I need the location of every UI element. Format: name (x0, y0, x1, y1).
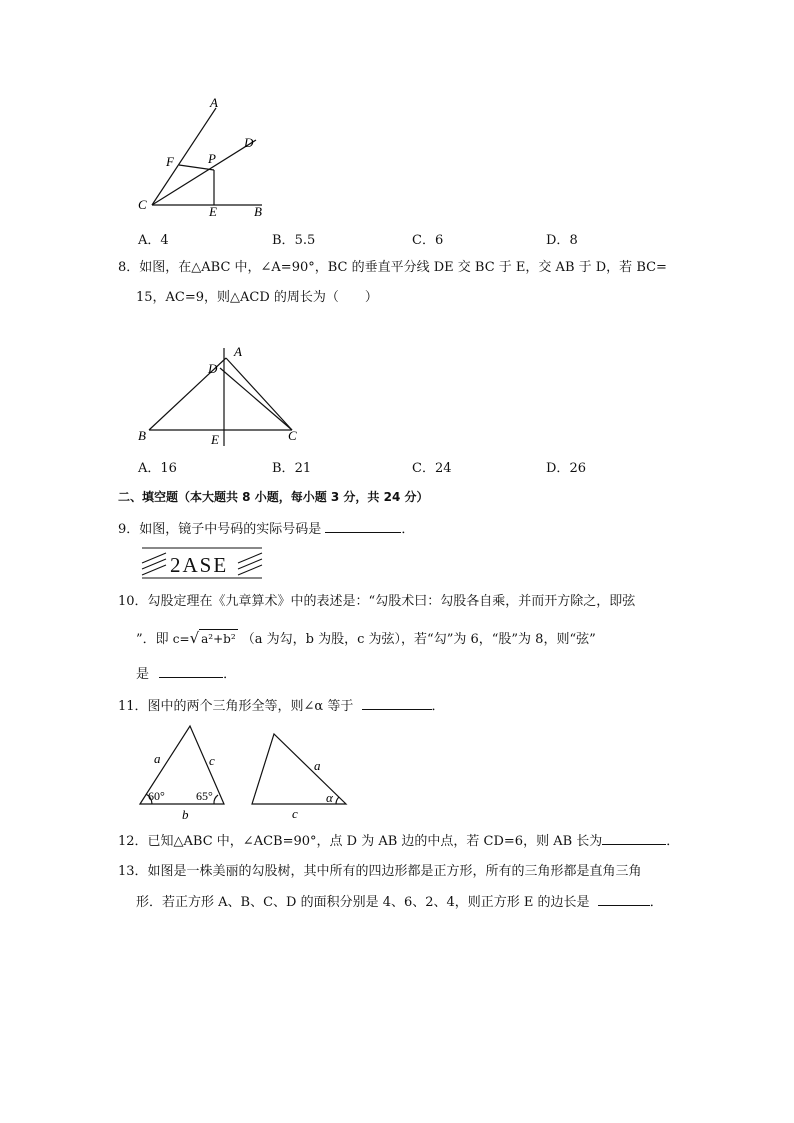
q13-stem-line1: 13．如图是一株美丽的勾股树，其中所有的四边形都是正方形，所有的三角形都是直角三角 (118, 864, 642, 879)
sqrt-formula: √ a²+b² (189, 629, 236, 647)
section-heading-fill-in: 二、填空题（本大题共 8 小题，每小题 3 分，共 24 分） (118, 490, 429, 504)
side-c-label: c (209, 753, 215, 768)
segment-dc (220, 368, 292, 430)
q11-triangle-1 (132, 718, 232, 826)
q8-stem-line2: 15，AC=9，则△ACD 的周长为（ ） (136, 290, 378, 305)
label-e: E (209, 204, 217, 219)
q9-stem: 9．如图，镜子中号码的实际号码是 ． (118, 522, 415, 537)
side-a-label: a (154, 751, 161, 766)
q11-answer-blank[interactable] (362, 697, 432, 710)
q10-stem-line2: ”．即 c=√ a²+b² （a 为勾，b 为股，c 为弦），若“勾”为 6，“股”为 8，则“弦” (136, 629, 596, 647)
label-d: D (244, 135, 254, 150)
angle-65-label: 65° (196, 789, 213, 803)
label-a: A (234, 344, 242, 359)
q11-triangle-2 (246, 728, 356, 826)
q8-option-d: D．26 (546, 461, 586, 476)
q13-answer-blank[interactable] (598, 893, 650, 906)
q9-answer-blank[interactable] (325, 520, 401, 533)
q7-option-b: B．5.5 (272, 233, 316, 248)
q7-option-c: C．6 (412, 233, 444, 248)
q10-answer-blank[interactable] (159, 665, 223, 678)
label-c: C (138, 197, 147, 212)
segment-ac (226, 358, 292, 430)
label-d: D (208, 361, 218, 376)
q10-stem-line1: 10．勾股定理在《九章算术》中的表述是：“勾股术曰：勾股各自乘，并而开方除之，即弦 (118, 594, 636, 609)
label-a: A (210, 95, 218, 110)
angle-60-label: 60° (148, 789, 165, 803)
ray-ca (152, 108, 216, 205)
q12-stem: 12．已知△ABC 中，∠ACB=90°，点 D 为 AB 边的中点，若 CD=6，则 AB 长为 ． (118, 834, 680, 849)
label-p: P (208, 151, 216, 166)
angle-alpha-label: α (326, 790, 333, 805)
q8-option-c: C．24 (412, 461, 452, 476)
label-f: F (166, 154, 174, 169)
q8-figure (132, 338, 312, 450)
q7-figure (130, 92, 280, 222)
mirror-number-text: 2ASE (170, 553, 229, 577)
q11-stem: 11．图中的两个三角形全等，则∠α 等于 ． (118, 699, 445, 714)
label-b: B (138, 428, 146, 443)
side-c-label: c (292, 806, 298, 821)
q8-stem-line1: 8．如图，在△ABC 中，∠A=90°，BC 的垂直平分线 DE 交 BC 于 E，交 AB 于 D，若 BC= (118, 260, 667, 275)
label-c: C (288, 428, 297, 443)
q9-mirror-figure (138, 545, 266, 581)
label-e: E (211, 432, 219, 447)
q8-option-a: A．16 (138, 461, 177, 476)
q12-answer-blank[interactable] (602, 832, 666, 845)
ray-cd (152, 140, 256, 205)
q10-stem-line3: 是 ． (136, 667, 237, 682)
q7-option-d: D．8 (546, 233, 578, 248)
q13-stem-line2: 形．若正方形 A、B、C、D 的面积分别是 4、6、2、4，则正方形 E 的边长是 ． (136, 895, 663, 910)
q7-option-a: A．4 (138, 233, 169, 248)
side-a-label: a (314, 758, 321, 773)
side-b-label: b (182, 807, 189, 822)
label-b: B (254, 204, 262, 219)
q8-option-b: B．21 (272, 461, 312, 476)
